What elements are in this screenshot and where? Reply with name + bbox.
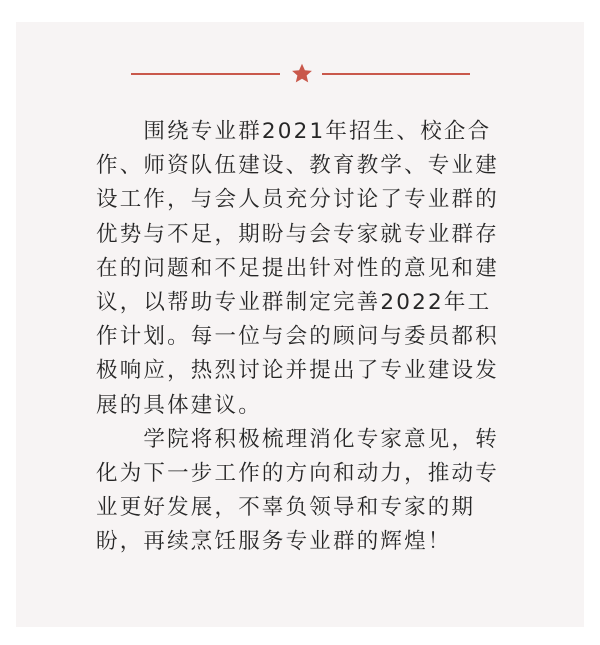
paragraph-line-7: 作计划。每一位与会的顾问与委员都积 [96,324,499,350]
article-panel [16,22,584,627]
paragraph-line-2: 作、师资队伍建设、教育教学、专业建 [96,153,499,179]
star-icon [290,62,314,86]
paragraph-line-13: 盼，再续烹饪服务专业群的辉煌！ [96,529,452,555]
paragraph-line-9: 展的具体建议。 [96,392,262,418]
paragraph-line-8: 极响应，热烈讨论并提出了专业建设发 [96,358,499,384]
paragraph-line-1: 围绕专业群2021年招生、校企合 [96,119,492,144]
divider-line-right [322,73,470,75]
decorative-divider [16,62,584,86]
paragraph-line-6: 议，以帮助专业群制定完善2022年工 [96,290,492,316]
paragraph-line-10: 学院将积极梳理消化专家意见，转 [96,426,499,452]
paragraph-line-11: 化为下一步工作的方向和动力，推动专 [96,461,499,487]
paragraph-line-12: 业更好发展，不辜负领导和专家的期 [96,495,476,521]
paragraph-line-4: 优势与不足，期盼与会专家就专业群存 [96,221,499,247]
article-body [96,115,536,560]
divider-line-left [131,73,280,75]
paragraph-line-3: 设工作，与会人员充分讨论了专业群的 [96,187,499,213]
paragraph-line-5: 在的问题和不足提出针对性的意见和建 [96,255,499,281]
